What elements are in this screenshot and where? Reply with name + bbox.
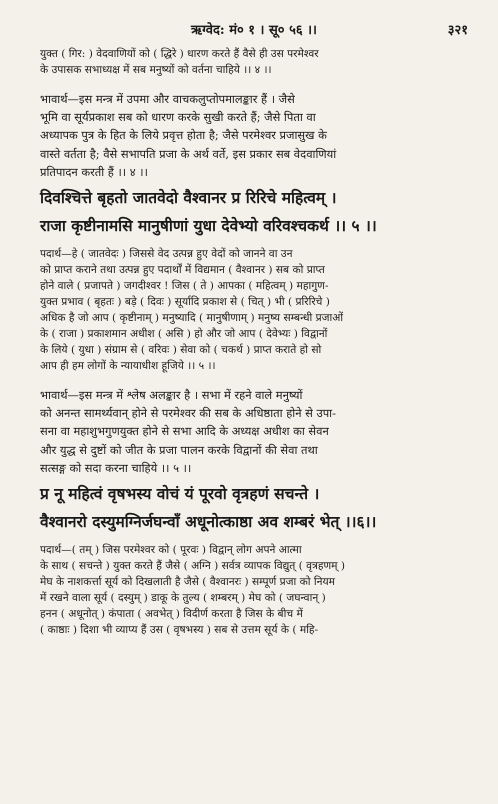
bhavarth-line: को अनन्त सामर्थ्यवान् होने से परमेश्वर की सब के अधिष्ठाता होने से उपा- — [40, 406, 336, 421]
spacer — [40, 78, 468, 84]
bhavarth-block — [40, 90, 468, 181]
bhavarth-line: सत्सङ्ग को सदा करना चाहिये ।। ५ ।। — [40, 460, 192, 475]
padarth-block — [40, 246, 468, 374]
padarth-line: में रखने वाला सूर्य ( दस्युम् ) डाकू के तुल्य ( शम्बरम् ) मेघ को ( जघन्वान् ) — [40, 592, 326, 605]
mantra-line: दिवश्चित्ते बृहतो जातवेदो वैश्वानर प्र रिरिचे महित्वम् । — [40, 188, 337, 208]
bhavarth-line: प्रतिपादन करती हैं ।। ४ ।। — [40, 164, 148, 179]
padarth-line: आप ही हम लोगों के न्यायाधीश हूजिये ।। ५ ।। — [40, 360, 216, 373]
bhavarth-line: सना वा महाशुभगुणयुक्त होने से सभा आदि के अध्यक्ष अधीश का सेवन — [40, 424, 329, 439]
bhavarth-block — [40, 386, 468, 477]
padarth-line: को प्राप्त कराने तथा उत्पन्न हुए पदार्थों में विद्यमान ( वैश्वानर ) सब को प्राप्त — [40, 264, 325, 277]
padarth-line: मेघ के नाशकर्त्ता सूर्य को दिखलाती है जैसे ( वैश्वानरः ) सम्पूर्ण प्रजा को नियम — [40, 576, 335, 589]
mantra-line: राजा कृष्टीनामसि मानुषीणां युधा देवेभ्यो वरिवश्चकर्थ ।। ५ ।। — [40, 216, 377, 236]
bhavarth-line: अध्यापक पुत्र के हित के लिये प्रवृत्त होता है; जैसे परमेश्वर प्रजासुख के — [40, 128, 327, 143]
bhavarth-line: भावार्थ—इस मन्त्र में उपमा और वाचकलुप्तोपमालङ्कार हैं । जैसे — [40, 92, 295, 106]
padarth-line: हनन ( अधूनोत् ) कंपाता ( अवभेत् ) विदीर्ण करता है जिस के बीच में — [40, 608, 303, 621]
bhavarth-line: और युद्ध से दुष्टों को जीत के प्रजा पालन करके विद्वानों की सेवा तथा — [40, 442, 318, 457]
bhavarth-line: वास्ते वर्तता है; वैसे सभापति प्रजा के अर्थ वर्ते, इस प्रकार सब वेदवाणियां — [40, 146, 337, 161]
padarth-line: के साथ ( सचन्ते ) युक्त करते हैं जैसे ( अग्नि ) सर्वत्र व्यापक विद्युत् ( वृत्रहणम् ) — [40, 560, 346, 573]
padarth-block — [40, 542, 468, 638]
bhavarth-line: भावार्थ—इस मन्त्र में श्लेष अलङ्कार है । सभा में रहने वाले मनुष्यों — [40, 388, 303, 403]
page-content — [40, 46, 468, 638]
padarth-line: के ( राजा ) प्रकाशमान अधीश ( असि ) हो और जो आप ( देवेभ्यः ) विद्वानों — [40, 328, 328, 341]
mantra-line: वैश्वानरो दस्युमग्निर्जघन्वाँ अधूनोत्काष्ठा अव शम्बरं भेत् ।।६।। — [40, 512, 377, 532]
padarth-block — [40, 46, 468, 78]
mantra-line: प्र नू महित्वं वृषभस्य वोचं यं पूरवो वृत्रहणं सचन्ते । — [40, 484, 320, 504]
padarth-line: होने वाले ( प्रजापते ) जगदीश्वर ! जिस ( ते ) आपका ( महित्वम् ) महागुण- — [40, 280, 329, 293]
padarth-line: के उपासक सभाध्यक्ष में सब मनुष्यों को वर्तना चाहिये ।। ४ ।। — [40, 64, 272, 76]
page-number: ३२१ — [447, 23, 468, 38]
padarth-line: के लिये ( युधा ) संग्राम से ( वरिवः ) सेवा को ( चकर्थ ) प्राप्त कराते हो सो — [40, 344, 322, 357]
padarth-line: अधिक है जो आप ( कृष्टीनाम् ) मनुष्यादि ( मानुषीणाम् ) मनुष्य सम्बन्धी प्रजाओं — [40, 312, 344, 325]
running-header — [40, 20, 468, 46]
spacer — [40, 374, 468, 380]
bhavarth-line: भूमि वा सूर्यप्रकाश सब को धारण करके सुखी करते हैं; जैसे पिता वा — [40, 110, 316, 125]
mantra-block — [40, 184, 468, 240]
padarth-line: पदार्थ—( तम् ) जिस परमेश्वर को ( पूरवः ) विद्वान् लोग अपने आत्मा — [40, 544, 302, 557]
padarth-line: युक्त ( गिर: ) वेदवाणियों को ( द्धिरे ) धारण करते हैं वैसे ही उस परमेश्वर — [40, 48, 319, 60]
padarth-line: युक्त प्रभाव ( बृहतः ) बड़े ( दिवः ) सूर्यादि प्रकाश से ( चित् ) भी ( प्ररिरिचे ) — [40, 296, 330, 309]
header-title: ऋग्वेद: मं० १ । सू० ५६ ।। — [191, 23, 317, 38]
padarth-line: पदार्थ—हे ( जातवेदः ) जिससे वेद उत्पन्न हुए वेदों को जानने वा उन — [40, 248, 293, 261]
mantra-block — [40, 480, 468, 536]
padarth-line: ( काष्ठाः ) दिशा भी व्याप्य हैं उस ( वृषभस्य ) सब से उत्तम सूर्य के ( महि- — [40, 624, 319, 637]
